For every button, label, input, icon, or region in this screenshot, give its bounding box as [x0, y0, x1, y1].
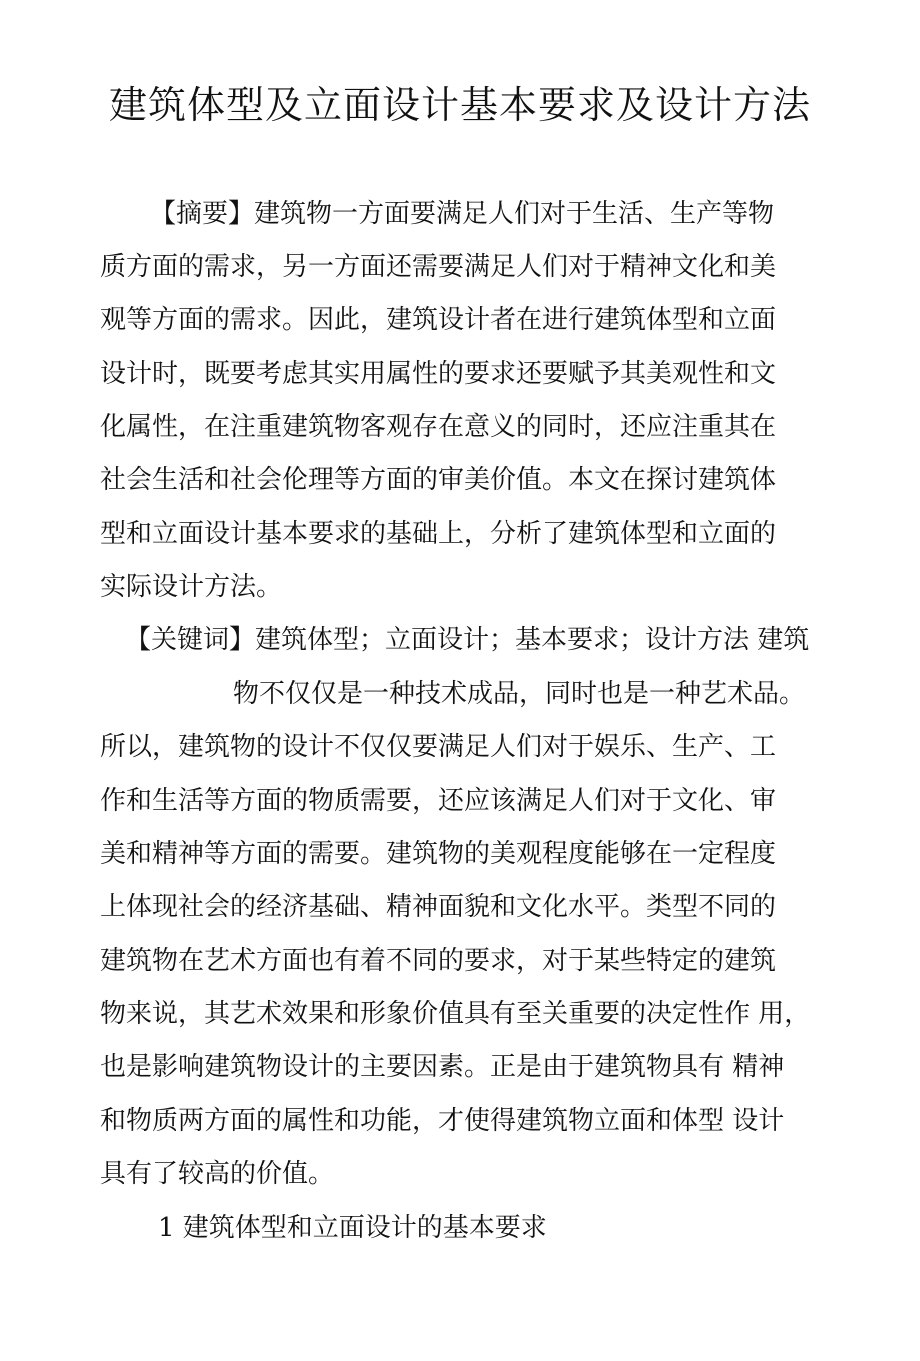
body-line: 上体现社会的经济基础、精神面貌和文化水平。类型不同的 [100, 892, 777, 922]
body-line: 美和精神等方面的需要。建筑物的美观程度能够在一定程度 [100, 839, 777, 869]
abstract-line: 【摘要】建筑物一方面要满足人们对于生活、生产等物 [150, 199, 775, 229]
abstract-line: 型和立面设计基本要求的基础上，分析了建筑体型和立面的 [100, 519, 777, 549]
abstract-line: 观等方面的需求。因此，建筑设计者在进行建筑体型和立面 [100, 305, 777, 335]
body-line: 建筑物在艺术方面也有着不同的要求，对于某些特定的建筑 [100, 946, 777, 976]
body-line: 和物质两方面的属性和功能，才使得建筑物立面和体型 设计 [100, 1106, 785, 1136]
keywords-line: 【关键词】建筑体型；立面设计；基本要求；设计方法 建筑 [125, 625, 810, 655]
abstract-line: 化属性，在注重建筑物客观存在意义的同时，还应注重其在 [100, 412, 777, 442]
body-line: 物不仅仅是一种技术成品，同时也是一种艺术品。 [233, 679, 806, 709]
body-line: 具有了较高的价值。 [100, 1159, 335, 1189]
section-heading: 1 建筑体型和立面设计的基本要求 [158, 1213, 547, 1243]
body-line: 也是影响建筑物设计的主要因素。正是由于建筑物具有 精神 [100, 1052, 785, 1082]
abstract-line: 设计时，既要考虑其实用属性的要求还要赋予其美观性和文 [100, 359, 777, 389]
body-line: 物来说，其艺术效果和形象价值具有至关重要的决定性作 用， [100, 999, 811, 1029]
abstract-line: 质方面的需求，另一方面还需要满足人们对于精神文化和美 [100, 252, 777, 282]
body-line: 所以，建筑物的设计不仅仅要满足人们对于娱乐、生产、工 [100, 732, 777, 762]
body-line: 作和生活等方面的物质需要，还应该满足人们对于文化、审 [100, 786, 777, 816]
abstract-line: 实际设计方法。 [100, 572, 283, 602]
abstract-line: 社会生活和社会伦理等方面的审美价值。本文在探讨建筑体 [100, 465, 777, 495]
document-title: 建筑体型及立面设计基本要求及设计方法 [108, 83, 811, 127]
